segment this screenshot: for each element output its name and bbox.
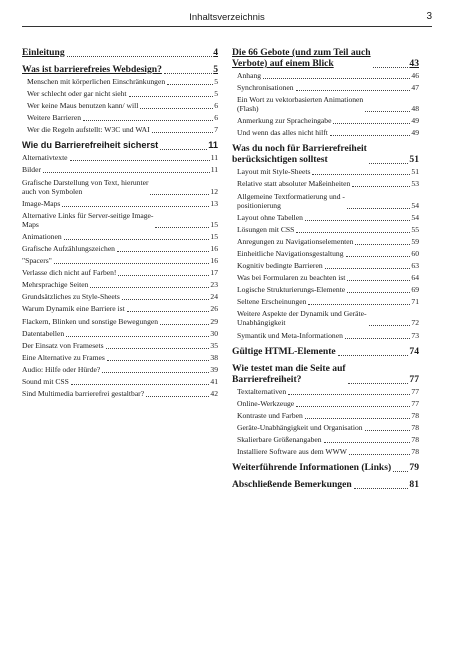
toc-page-number: 77 <box>411 386 419 396</box>
toc-entry-title: Layout mit Style-Sheets <box>237 167 311 177</box>
toc-entry <box>22 317 218 326</box>
toc-entry-title: Menschen mit körperlichen Einschränkungen <box>27 77 166 86</box>
toc-section-heading <box>232 346 419 357</box>
dot-leader <box>129 96 214 97</box>
toc-entry-title: Anhang <box>237 71 262 80</box>
toc-entry <box>232 435 419 444</box>
dot-leader <box>333 123 410 124</box>
dot-leader <box>83 120 213 121</box>
toc-entry <box>22 101 218 110</box>
toc-page-number: 78 <box>411 434 419 444</box>
toc-entry <box>232 261 419 270</box>
toc-entry <box>232 273 419 282</box>
toc-entry-title: Image-Maps <box>22 198 61 208</box>
toc-entry-title: Warum Dynamik eine Barriere ist <box>22 304 125 314</box>
toc-entry-title: Flackern, Blinken und sonstige Bewegungen <box>22 316 159 326</box>
dot-leader <box>346 256 411 257</box>
toc-page-number: 35 <box>210 340 218 350</box>
toc-entry-title: Verlasse dich nicht auf Farben! <box>22 268 117 278</box>
dot-leader <box>64 239 210 240</box>
toc-entry-title: Layout ohne Tabellen <box>237 212 303 222</box>
toc-entry <box>22 244 218 253</box>
toc-page-number: 11 <box>208 140 218 151</box>
dot-leader <box>308 304 410 305</box>
dot-leader <box>152 132 214 133</box>
page-number: 3 <box>426 11 432 22</box>
toc-entry <box>22 89 218 98</box>
toc-page-number: 5 <box>213 64 218 75</box>
dot-leader <box>263 78 410 79</box>
toc-page-number: 12 <box>210 186 218 196</box>
toc-page-number: 11 <box>210 165 218 175</box>
toc-page-number: 78 <box>411 422 419 432</box>
toc-entry-title: Grafische Aufzählungszeichen <box>22 243 115 253</box>
toc-entry <box>22 329 218 338</box>
dot-leader <box>365 430 411 431</box>
toc-page-number: 79 <box>409 461 419 473</box>
toc-entry <box>232 411 419 420</box>
toc-entry-title: Weiterführende Informationen (Links) <box>232 461 392 473</box>
dot-leader <box>150 194 209 195</box>
dot-leader <box>54 263 210 264</box>
toc-entry <box>232 167 419 176</box>
toc-entry-title: Anmerkung zur Spracheingabe <box>237 116 332 126</box>
toc-entry-title: "Spacers" <box>22 256 52 266</box>
toc-entry <box>232 95 419 113</box>
toc-page-number: 51 <box>411 167 419 177</box>
dot-leader <box>345 338 411 339</box>
toc-section-heading <box>22 140 218 151</box>
dot-leader <box>70 160 210 161</box>
toc-entry-title: Gültige HTML-Elemente <box>232 345 336 357</box>
dot-leader <box>67 56 213 57</box>
toc-entry <box>22 199 218 208</box>
toc-entry-title: Allgemeine Textformatierung und - positionierung <box>237 191 345 210</box>
toc-page-number: 49 <box>411 128 419 138</box>
toc-page-number: 72 <box>411 318 419 328</box>
toc-entry <box>232 83 419 92</box>
toc-entry-title: Geräte-Unabhängigkeit und Organisation <box>237 422 363 432</box>
toc-page-number: 78 <box>411 410 419 420</box>
toc-entry-title: Kontraste und Farben <box>237 410 303 420</box>
dot-leader <box>43 172 210 173</box>
toc-page-number: 43 <box>409 58 419 69</box>
toc-entry <box>22 389 218 398</box>
toc-entry <box>232 309 419 327</box>
toc-entry-title: Logische Strukturierungs-Elemente <box>237 285 346 295</box>
toc-entry <box>232 179 419 188</box>
toc-entry <box>22 153 218 162</box>
toc-entry <box>232 116 419 125</box>
toc-entry-title: Lösungen mit CSS <box>237 224 295 234</box>
toc-entry-title: Online-Werkzeuge <box>237 398 295 408</box>
toc-page-number: 16 <box>210 256 218 266</box>
toc-page-number: 7 <box>214 125 218 135</box>
toc-entry-title: Kognitiv bedingte Barrieren <box>237 261 323 271</box>
toc-entry-title: Textalternativen <box>237 386 287 396</box>
toc-page-number: 48 <box>411 104 419 114</box>
toc-section-heading <box>232 479 419 490</box>
toc-entry-title: Anregungen zu Navigationselementen <box>237 236 354 246</box>
toc-entry-title: Wer die Regeln aufstellt: W3C und WAI <box>27 125 150 135</box>
toc-entry-title: Die 66 Gebote (und zum Teil auch Verbote) auf einem Blick <box>232 47 371 69</box>
toc-entry-title: Weitere Aspekte der Dynamik und Geräte- Unabhängigkeit <box>237 309 367 328</box>
toc-page-number: 73 <box>411 330 419 340</box>
dot-leader <box>349 454 410 455</box>
toc-entry-title: Und wenn das alles nicht hilft <box>237 128 328 138</box>
toc-entry-title: Was bei Formularen zu beachten ist <box>237 273 346 283</box>
dot-leader <box>296 406 410 407</box>
dot-leader <box>338 355 409 356</box>
toc-section-heading <box>232 363 419 385</box>
toc-page-number: 69 <box>411 285 419 295</box>
dot-leader <box>71 384 210 385</box>
toc-entry <box>232 297 419 306</box>
toc-entry <box>22 365 218 374</box>
toc-page-number: 6 <box>214 101 218 111</box>
toc-page-number: 54 <box>411 200 419 210</box>
toc-page-number: 77 <box>409 373 419 385</box>
toc-entry <box>22 268 218 277</box>
toc-page-number: 60 <box>411 248 419 258</box>
toc-entry <box>22 165 218 174</box>
toc-page-number: 38 <box>210 352 218 362</box>
dot-leader <box>373 67 409 68</box>
toc-page-number: 29 <box>210 316 218 326</box>
toc-page-number: 64 <box>411 273 419 283</box>
dot-leader <box>347 292 410 293</box>
toc-page-number: 42 <box>210 389 218 399</box>
toc-entry-title: Wer schlecht oder gar nicht sieht <box>27 89 127 99</box>
toc-entry-title: Audio: Hilfe oder Hürde? <box>22 364 101 374</box>
toc-entry-title: Synchronisationen <box>237 83 294 93</box>
toc-entry-title: Abschließende Bemerkungen <box>232 478 352 490</box>
toc-entry <box>22 377 218 386</box>
dot-leader <box>155 227 209 228</box>
dot-leader <box>106 348 210 349</box>
toc-entry <box>232 447 419 456</box>
toc-page-number: 46 <box>411 71 419 80</box>
dot-leader <box>66 336 209 337</box>
dot-leader <box>325 268 411 269</box>
dot-leader <box>312 174 410 175</box>
toc-entry <box>22 353 218 362</box>
toc-page-number: 51 <box>409 154 419 166</box>
toc-section-heading <box>232 462 419 473</box>
toc-entry <box>22 304 218 313</box>
toc-right-column <box>232 47 419 492</box>
toc-entry-title: Wie du Barrierefreiheit sicherst <box>22 140 159 151</box>
dot-leader <box>62 206 209 207</box>
toc-entry-title: Wie testet man die Seite auf Barrierefreiheit? <box>232 362 346 385</box>
toc-entry-title: Einleitung <box>22 47 65 58</box>
toc-page-number: 55 <box>411 224 419 234</box>
dot-leader <box>288 394 410 395</box>
dot-leader <box>365 111 410 112</box>
dot-leader <box>118 275 209 276</box>
dot-leader <box>167 84 213 85</box>
dot-leader <box>160 149 207 150</box>
dot-leader <box>296 90 411 91</box>
dot-leader <box>347 280 410 281</box>
dot-leader <box>146 396 209 397</box>
toc-page-number: 5 <box>214 89 218 99</box>
toc-entry-title: Weitere Barrieren <box>27 113 81 123</box>
dot-leader <box>305 418 411 419</box>
dot-leader <box>107 360 210 361</box>
toc-entry-title: Alternativtexte <box>22 153 68 163</box>
dot-leader <box>369 325 411 326</box>
toc-entry <box>232 249 419 258</box>
toc-entry-title: Relative statt absoluter Maßeinheiten <box>237 179 351 189</box>
dot-leader <box>347 208 410 209</box>
toc-entry-title: Grafische Darstellung von Text, hierunter auch von Symbolen <box>22 177 149 196</box>
toc-entry-title: Was ist barrierefreies Webdesign? <box>22 64 162 75</box>
toc-page-number: 17 <box>210 268 218 278</box>
dot-leader <box>352 186 410 187</box>
toc-entry <box>22 292 218 301</box>
toc-section-heading <box>232 47 419 69</box>
toc-page-number: 26 <box>210 304 218 314</box>
dot-leader <box>305 220 410 221</box>
toc-page-number: 16 <box>210 243 218 253</box>
toc-entry <box>232 399 419 408</box>
toc-page-number: 63 <box>411 261 419 271</box>
toc-entry <box>22 256 218 265</box>
toc-section-heading <box>22 47 218 58</box>
dot-leader <box>102 372 209 373</box>
toc-left-column <box>22 47 218 401</box>
toc-entry-title: Sind Multimedia barrierefrei gestaltbar? <box>22 389 145 399</box>
toc-page-number: 15 <box>210 231 218 241</box>
dot-leader <box>160 324 209 325</box>
toc-entry-title: Skalierbare Größenangaben <box>237 434 322 444</box>
toc-entry <box>22 113 218 122</box>
toc-entry-title: Mehrsprachige Seiten <box>22 280 89 290</box>
toc-entry <box>22 125 218 134</box>
toc-page-number: 53 <box>411 179 419 189</box>
dot-leader <box>348 383 409 384</box>
toc-entry <box>22 280 218 289</box>
toc-page-number: 78 <box>411 446 419 456</box>
toc-entry <box>232 71 419 80</box>
toc-page-number: 49 <box>411 116 419 126</box>
toc-entry <box>22 232 218 241</box>
toc-entry-title: Grundsätzliches zu Style-Sheets <box>22 292 120 302</box>
toc-page-number: 41 <box>210 376 218 386</box>
page-header <box>22 10 432 27</box>
toc-entry <box>232 331 419 340</box>
toc-entry-title: Installiere Software aus dem WWW <box>237 446 347 456</box>
toc-page-number: 39 <box>210 364 218 374</box>
dot-leader <box>90 287 209 288</box>
toc-entry <box>22 341 218 350</box>
toc-entry-title: Symantik und Meta-Informationen <box>237 330 343 340</box>
toc-page-number: 13 <box>210 198 218 208</box>
toc-entry-title: Wer keine Maus benutzen kann/ will <box>27 101 139 111</box>
dot-leader <box>355 244 410 245</box>
toc-page-number: 47 <box>411 83 419 93</box>
toc-page-number: 5 <box>214 77 218 86</box>
toc-page-number: 77 <box>411 398 419 408</box>
toc-entry-title: Sound mit CSS <box>22 376 69 386</box>
toc-entry-title: Bilder <box>22 165 41 175</box>
toc-entry-title: Einheitliche Navigationsgestaltung <box>237 248 344 258</box>
toc-entry <box>232 285 419 294</box>
dot-leader <box>127 311 210 312</box>
toc-entry <box>232 213 419 222</box>
toc-entry-title: Alternative Links für Server-seitige Image- Maps <box>22 210 154 229</box>
dot-leader <box>296 232 410 233</box>
toc-page-number: 15 <box>210 219 218 229</box>
toc-page-number: 6 <box>214 113 218 123</box>
toc-entry <box>232 128 419 137</box>
toc-page-number: 74 <box>409 345 419 357</box>
toc-page-number: 54 <box>411 212 419 222</box>
toc-entry <box>22 178 218 196</box>
dot-leader <box>117 251 209 252</box>
toc-entry <box>232 387 419 396</box>
toc-entry-title: Was du noch für Barrierefreiheit berücksichtigen solltest <box>232 143 367 166</box>
toc-entry-title: Eine Alternative zu Frames <box>22 352 105 362</box>
toc-entry <box>232 192 419 210</box>
toc-entry <box>22 211 218 229</box>
running-title: Inhaltsverzeichnis <box>189 12 265 23</box>
toc-page-number: 81 <box>409 478 419 490</box>
toc-entry-title: Ein Wort zu vektorbasierten Animationen (Flash) <box>237 95 364 114</box>
toc-page-number: 30 <box>210 328 218 338</box>
toc-entry <box>232 423 419 432</box>
toc-entry-title: Seltene Erscheinungen <box>237 297 307 307</box>
toc-entry <box>232 225 419 234</box>
toc-page-number: 11 <box>210 153 218 163</box>
toc-entry-title: Der Einsatz von Framesets <box>22 340 104 350</box>
toc-page-number: 23 <box>210 280 218 290</box>
toc-page-number: 59 <box>411 236 419 246</box>
toc-page-number: 24 <box>210 292 218 302</box>
toc-page-number: 71 <box>411 297 419 307</box>
toc-section-heading <box>232 143 419 165</box>
dot-leader <box>354 488 409 489</box>
toc-entry <box>22 77 218 86</box>
dot-leader <box>369 163 409 164</box>
dot-leader <box>330 135 411 136</box>
dot-leader <box>122 299 210 300</box>
dot-leader <box>393 471 408 472</box>
toc-entry <box>232 237 419 246</box>
toc-section-heading <box>22 64 218 75</box>
toc-entry-title: Animationen <box>22 231 62 241</box>
toc-entry-title: Datentabellen <box>22 328 65 338</box>
toc-page-number: 4 <box>213 47 218 58</box>
dot-leader <box>164 73 212 74</box>
dot-leader <box>140 108 213 109</box>
dot-leader <box>324 442 411 443</box>
